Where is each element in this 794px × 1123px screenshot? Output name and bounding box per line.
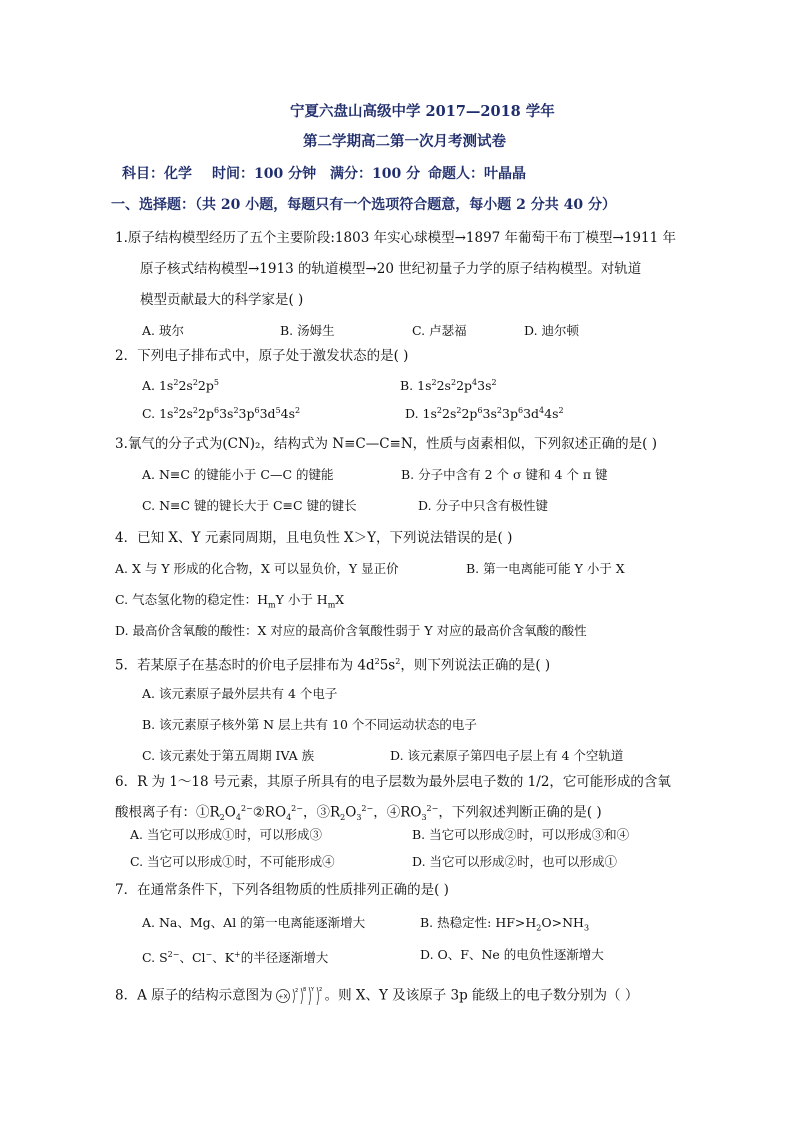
q6-option-c: C. 当它可以形成①时，不可能形成④ — [130, 854, 335, 869]
q5-stem: 5．若某原子在基态时的价电子层排布为 $4d^25s^2$，则下列说法正确的是( ) — [115, 657, 551, 674]
q3-stem: 3.氰气的分子式为(CN)₂，结构式为 N≡C—C≡N，性质与卤素相似，下列叙述正确的是( ) — [115, 436, 657, 452]
q6-line2-post: ，下列叙述判断正确的是( ) — [438, 804, 602, 821]
section-heading: 一、选择题：（共 20 小题，每题只有一个选项符合题意，每小题 2 分共 40 分） — [111, 197, 616, 213]
q1-line3: 模型贡献最大的科学家是( ) — [140, 292, 304, 308]
q5-option-b: B. 该元素原子核外第 N 层上共有 10 个不同运动状态的电子 — [142, 717, 477, 732]
q4-option-c: C. 气态氢化物的稳定性：$H_mY$ 小于 $H_mX$ — [115, 592, 345, 610]
q6-line2: 酸根离子有：$①R_2O_4^{2-}②RO_4^{2-}$，$③R_2O_3^{2-}$，$④RO_3^{2-}$，下列叙述判断正确的是( ) — [115, 804, 602, 823]
q6-option-b: B. 当它可以形成②时，可以形成③和④ — [412, 827, 630, 842]
q2-option-a: A. $1s^22s^22p^5$ — [142, 378, 219, 394]
exam-title: 宁夏六盘山高级中学 2017—2018 学年 — [290, 103, 555, 120]
q5-option-c: C. 该元素处于第五周期 IVA 族 — [142, 748, 315, 763]
q3-option-a: A. N≡C 的键能小于 C—C 的键能 — [142, 467, 334, 482]
q4-option-d: D. 最高价含氧酸的酸性：X 对应的最高价含氧酸性弱于 Y 对应的最高价含氧酸的酸性 — [115, 623, 587, 638]
q7-option-c-post: 的半径逐渐增大 — [240, 950, 329, 966]
q3-option-b: B. 分子中含有 2 个 σ 键和 4 个 π 键 — [401, 467, 608, 482]
score-label: 满分：100 分 — [330, 166, 421, 182]
q1-line1: 1.原子结构模型经历了五个主要阶段:1803 年实心球模型→1897 年葡萄干布丁模型→1911 年 — [115, 230, 676, 246]
q7-option-b-pre: B. 热稳定性: — [420, 915, 496, 930]
q5-option-d: D. 该元素原子第四电子层上有 4 个空轨道 — [390, 748, 624, 763]
q6-line1: 6．R 为 1～18 号元素，其原子所具有的电子层数为最外层电子数的 1/2，它可能形成的含氧 — [115, 774, 671, 790]
q2-option-c: C. $1s^22s^22p^63s^23p^63d^54s^2$ — [142, 406, 301, 422]
q1-option-d: D. 迪尔顿 — [524, 323, 580, 338]
q7-stem: 7．在通常条件下，下列各组物质的性质排列正确的是( ) — [115, 882, 449, 898]
q1-option-a: A. 玻尔 — [142, 323, 184, 338]
q8-stem-post: 。则 X、Y 及该原子 3p 能级上的电子数分别为（ ） — [324, 987, 639, 1004]
q4-option-c-text: C. 气态氢化物的稳定性： — [115, 592, 258, 607]
q8-stem — [115, 985, 638, 1007]
q3-option-d: D. 分子中只含有极性键 — [418, 498, 549, 513]
q2-option-d: D. $1s^22s^22p^63s^23p^63d^44s^2$ — [405, 406, 564, 422]
exam-subtitle: 第二学期高二第一次月考测试卷 — [303, 133, 506, 150]
q8-stem-pre: 8．A 原子的结构示意图为 — [115, 987, 273, 1004]
q7-option-a: A. Na、Mg、Al 的第一电离能逐渐增大 — [142, 915, 366, 930]
author-label: 命题人：叶晶晶 — [428, 166, 526, 182]
q4-option-c-mid: 小于 — [283, 592, 317, 607]
q1-line2: 原子核式结构模型→1913 的轨道模型→20 世纪初量子力学的原子结构模型。对轨道 — [140, 261, 642, 277]
q1-option-b: B. 汤姆生 — [280, 323, 335, 338]
time-label: 时间：100 分钟 — [212, 166, 317, 182]
q2-option-b: B. $1s^22s^22p^43s^2$ — [400, 378, 497, 394]
q1-option-c: C. 卢瑟福 — [412, 323, 467, 338]
q4-stem: 4．已知 X、Y 元素同周期，且电负性 X＞Y，下列说法错误的是( ) — [115, 530, 513, 546]
q4-option-b: B. 第一电离能可能 Y 小于 X — [466, 561, 625, 576]
q3-option-c: C. N≡C 键的键长大于 C≡C 键的键长 — [142, 498, 357, 513]
svg-text:+X: +X — [278, 993, 288, 1001]
q6-option-a: A. 当它可以形成①时，可以形成③ — [130, 827, 322, 842]
q7-option-d: D. O、F、Ne 的电负性逐渐增大 — [420, 947, 604, 962]
subject-label: 科目：化学 — [122, 166, 192, 182]
svg-text:2: 2 — [294, 988, 298, 994]
svg-text:Y: Y — [310, 987, 314, 993]
q7-option-b: B. 热稳定性: $HF>H_2O>NH_3$ — [420, 915, 590, 933]
q5-stem-post: ，则下列说法正确的是( ) — [400, 657, 551, 674]
q5-stem-pre: 5．若某原子在基态时的价电子层排布为 — [115, 657, 358, 674]
q6-option-d: D. 当它可以形成②时，也可以形成① — [412, 854, 618, 869]
q7-option-c: C. $S^{2-}$、Cl−、K+的半径逐渐增大 — [142, 950, 329, 966]
q2-stem: 2．下列电子排布式中，原子处于激发状态的是( ) — [115, 348, 409, 364]
svg-text:8: 8 — [302, 987, 306, 993]
q4-option-a: A. X 与 Y 形成的化合物，X 可以显负价，Y 显正价 — [115, 561, 399, 576]
atom-structure-diagram — [275, 985, 323, 1007]
q5-option-a: A. 该元素原子最外层共有 4 个电子 — [142, 686, 338, 701]
q6-line2-pre: 酸根离子有： — [115, 804, 196, 821]
svg-text:2: 2 — [318, 987, 322, 993]
